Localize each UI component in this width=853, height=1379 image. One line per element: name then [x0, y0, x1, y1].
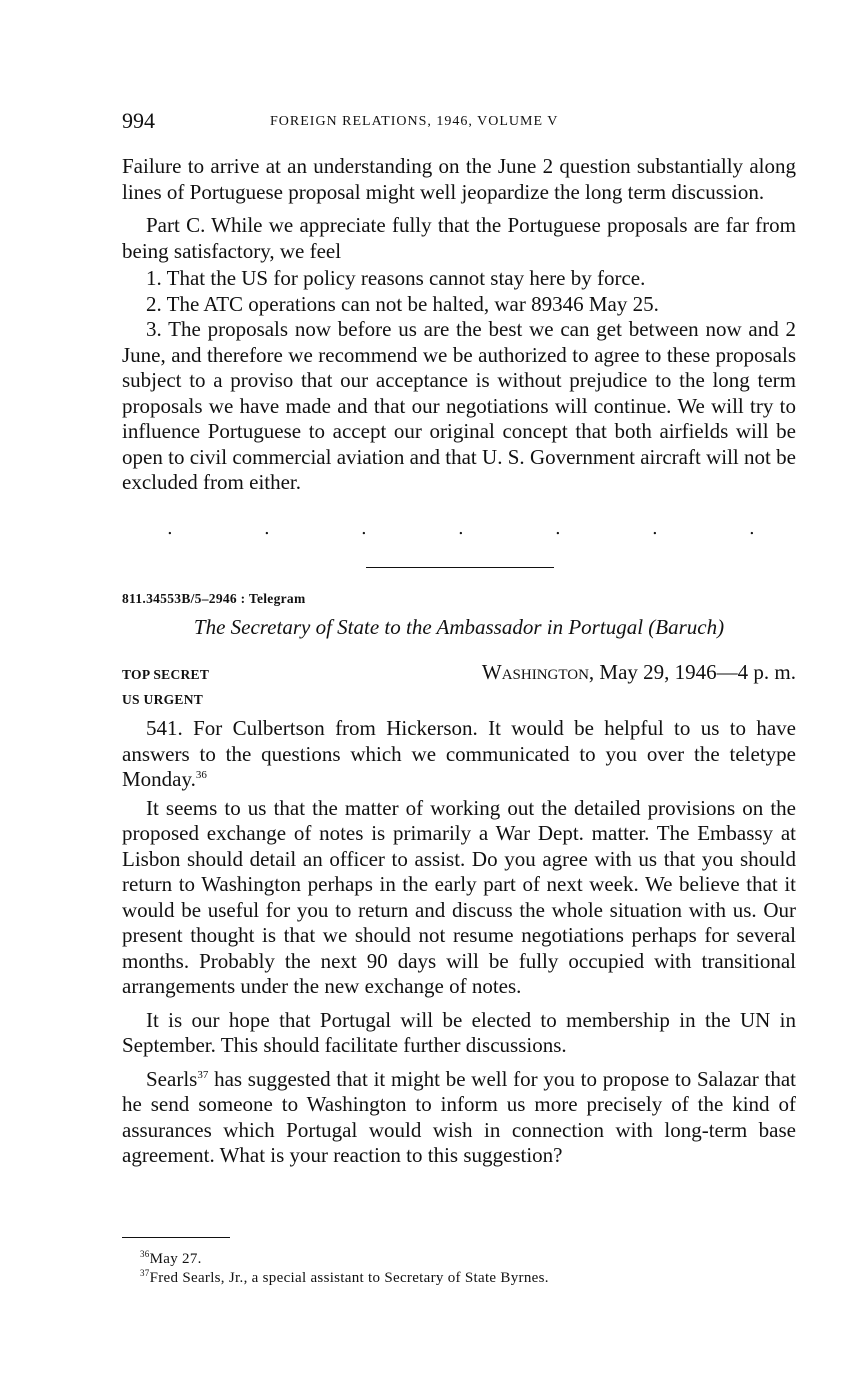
section-divider: [366, 567, 554, 568]
ellipsis-row: . . . . . . .: [167, 518, 755, 539]
footnote-ref: 37: [197, 1068, 209, 1081]
paragraph: Searls$^{37}$ has suggested that it might be well for you to propose to Salazar that he send someone to Washington to inform us more precisely of the kind of assurances which Portugal would wish in connection with long-term base agreement. What is your reaction to this suggestion?: [122, 1066, 796, 1167]
dateline: [482, 660, 796, 685]
dateline-date: , May 29, 1946—4 p. m.: [588, 660, 796, 684]
dateline-place: Washington: [481, 660, 589, 684]
continued-telegram-text: [122, 154, 796, 496]
paragraph: 541. For Culbertson from Hickerson. It would be helpful to us to have answers to the questions which we communicated to you over the teletype Monday.$^{36}$: [122, 716, 796, 791]
footnote: $^{36}$May 27.: [140, 1249, 202, 1267]
precedence: US URGENT: [122, 692, 204, 707]
paragraph: Failure to arrive at an understanding on the June 2 question substantially along lines of Portuguese proposal might well jeopardize the long term discussion.: [122, 154, 796, 204]
page-header: [122, 108, 796, 138]
footnote: $^{37}$Fred Searls, Jr., a special assistant to Secretary of State Byrnes.: [140, 1268, 549, 1286]
footnotes: [140, 1250, 549, 1288]
file-number: 811.34553B/5–2946 : Telegram: [122, 591, 306, 606]
telegram-body: [122, 716, 796, 1169]
page-number: 994: [122, 108, 155, 133]
list-item: 1. That the US for policy reasons cannot stay here by force.: [146, 266, 646, 290]
document-heading: The Secretary of State to the Ambassador in Portugal (Baruch): [193, 615, 725, 639]
classification: TOP SECRET: [122, 667, 210, 682]
running-title: FOREIGN RELATIONS, 1946, VOLUME V: [270, 114, 559, 129]
list-item: 3. The proposals now before us are the best we can get between now and 2 June, and therefore we recommend we be authorized to agree to these proposals subject to a proviso that our acceptance is without prejudice to the long term proposals we have made and that our negotiations will continue. We will try to influence Portuguese to accept our original concept that both airfields will be open to civil commercial aviation and that U. S. Government aircraft will not be excluded from either.: [122, 317, 796, 494]
paragraph: Part C. While we appreciate fully that the Portuguese proposals are far from being satisfactory, we feel: [122, 213, 796, 263]
paragraph: It seems to us that the matter of working out the detailed provisions on the proposed exchange of notes is primarily a War Dept. matter. The Embassy at Lisbon should detail an officer to assist. Do you agree with us that you should return to Washington perhaps in the early part of next week. We believe that it would be useful for you to return and discuss the whole situation with us. Our present thought is that we should not resume negotiations perhaps for several months. Probably the next 90 days will be fully occupied with transitional arrangements under the new exchange of notes.: [122, 795, 796, 998]
paragraph: It is our hope that Portugal will be elected to membership in the UN in September. This should facilitate further discussions.: [122, 1007, 796, 1057]
footnote-ref: 36: [195, 769, 207, 781]
list-item: 2. The ATC operations can not be halted, war 89346 May 25.: [146, 291, 659, 316]
footnote-divider: [122, 1237, 230, 1238]
